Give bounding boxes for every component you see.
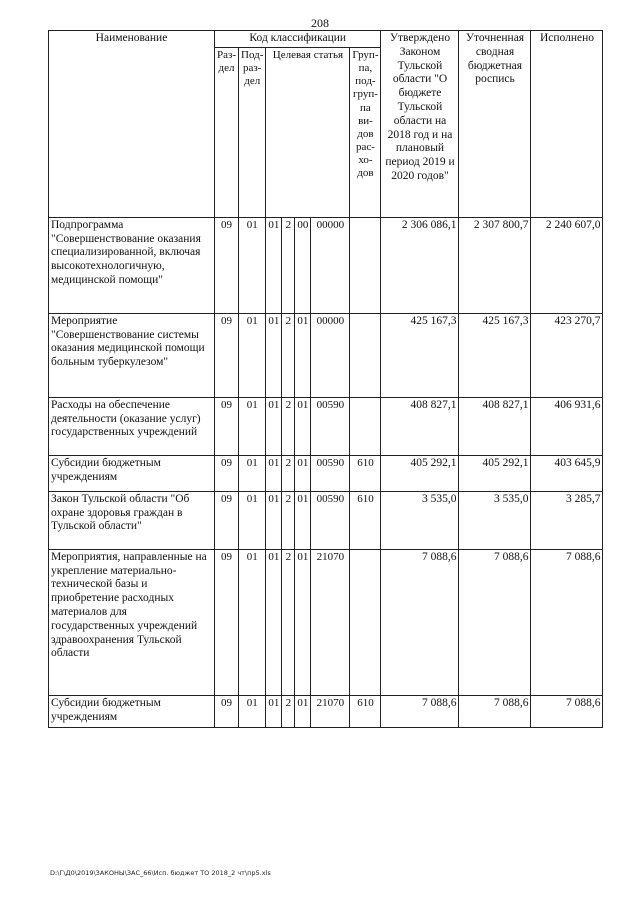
row-name: Субсидии бюджетным учреждениям xyxy=(49,455,215,491)
row-razdel: 09 xyxy=(215,695,239,727)
table-row xyxy=(49,313,603,397)
row-podrazdel: 01 xyxy=(239,217,266,313)
row-razdel: 09 xyxy=(215,455,239,491)
header-code-group: Код классификации xyxy=(215,31,381,48)
row-razdel: 09 xyxy=(215,397,239,455)
row-target-3: 01 xyxy=(295,313,311,397)
row-approved: 425 167,3 xyxy=(381,313,459,397)
table-row xyxy=(49,217,603,313)
row-target-2: 2 xyxy=(282,491,295,549)
row-razdel: 09 xyxy=(215,549,239,695)
row-approved: 7 088,6 xyxy=(381,549,459,695)
row-target-1: 01 xyxy=(266,549,282,695)
table-row xyxy=(49,695,603,727)
row-podrazdel: 01 xyxy=(239,455,266,491)
row-target-3: 00 xyxy=(295,217,311,313)
row-target-1: 01 xyxy=(266,491,282,549)
row-refined: 2 307 800,7 xyxy=(459,217,531,313)
row-target-3: 01 xyxy=(295,491,311,549)
row-target-1: 01 xyxy=(266,313,282,397)
row-executed: 3 285,7 xyxy=(531,491,603,549)
row-razdel: 09 xyxy=(215,217,239,313)
row-executed: 406 931,6 xyxy=(531,397,603,455)
row-executed: 423 270,7 xyxy=(531,313,603,397)
row-target-4: 00590 xyxy=(311,397,350,455)
row-target-3: 01 xyxy=(295,397,311,455)
table-row xyxy=(49,397,603,455)
row-target-4: 00000 xyxy=(311,313,350,397)
row-group xyxy=(350,397,381,455)
row-group xyxy=(350,549,381,695)
row-refined: 425 167,3 xyxy=(459,313,531,397)
header-target: Целевая статья xyxy=(266,47,350,217)
row-target-3: 01 xyxy=(295,695,311,727)
row-group xyxy=(350,217,381,313)
row-target-2: 2 xyxy=(282,549,295,695)
row-target-4: 21070 xyxy=(311,695,350,727)
row-refined: 7 088,6 xyxy=(459,549,531,695)
row-target-2: 2 xyxy=(282,695,295,727)
row-name: Закон Тульской области "Об охране здоровья граждан в Тульской области" xyxy=(49,491,215,549)
row-approved: 405 292,1 xyxy=(381,455,459,491)
row-target-2: 2 xyxy=(282,217,295,313)
row-podrazdel: 01 xyxy=(239,491,266,549)
row-approved: 2 306 086,1 xyxy=(381,217,459,313)
page-number: 208 xyxy=(311,16,329,30)
row-target-1: 01 xyxy=(266,217,282,313)
row-name: Мероприятие "Совершенствование системы оказания медицинской помощи больным туберкулезом" xyxy=(49,313,215,397)
row-name: Подпрограмма "Совершенствование оказания специализированной, включая высокотехнологичную, медицинской помощи" xyxy=(49,217,215,313)
row-approved: 7 088,6 xyxy=(381,695,459,727)
row-approved: 408 827,1 xyxy=(381,397,459,455)
row-podrazdel: 01 xyxy=(239,695,266,727)
header-executed: Исполнено xyxy=(531,31,603,218)
row-target-1: 01 xyxy=(266,695,282,727)
row-target-2: 2 xyxy=(282,313,295,397)
row-target-1: 01 xyxy=(266,455,282,491)
row-target-4: 21070 xyxy=(311,549,350,695)
row-target-2: 2 xyxy=(282,397,295,455)
row-target-4: 00590 xyxy=(311,491,350,549)
row-podrazdel: 01 xyxy=(239,397,266,455)
header-name: Наименование xyxy=(49,31,215,218)
row-approved: 3 535,0 xyxy=(381,491,459,549)
row-razdel: 09 xyxy=(215,491,239,549)
row-refined: 408 827,1 xyxy=(459,397,531,455)
row-refined: 405 292,1 xyxy=(459,455,531,491)
table-row xyxy=(49,491,603,549)
row-group: 610 xyxy=(350,491,381,549)
row-name: Расходы на обеспечение деятельности (оказание услуг) государственных учреждений xyxy=(49,397,215,455)
row-razdel: 09 xyxy=(215,313,239,397)
header-approved: Утверждено Законом Тульской области "О бюджете Тульской области на 2018 год и на плановый период 2019 и 2020 годов" xyxy=(381,31,459,218)
row-group xyxy=(350,313,381,397)
row-name: Мероприятия, направленные на укрепление материально-технической базы и приобретение расходных материалов для государственных учреждений здравоохранения Тульской области xyxy=(49,549,215,695)
row-target-1: 01 xyxy=(266,397,282,455)
row-group: 610 xyxy=(350,695,381,727)
row-refined: 7 088,6 xyxy=(459,695,531,727)
row-target-2: 2 xyxy=(282,455,295,491)
row-target-4: 00000 xyxy=(311,217,350,313)
header-razdel: Раз-дел xyxy=(215,47,239,217)
row-executed: 7 088,6 xyxy=(531,549,603,695)
row-name: Субсидии бюджетным учреждениям xyxy=(49,695,215,727)
row-executed: 7 088,6 xyxy=(531,695,603,727)
header-podrazdel: Под-раз-дел xyxy=(239,47,266,217)
row-refined: 3 535,0 xyxy=(459,491,531,549)
table-row xyxy=(49,549,603,695)
row-target-3: 01 xyxy=(295,455,311,491)
row-podrazdel: 01 xyxy=(239,549,266,695)
budget-table xyxy=(48,30,603,728)
header-group: Груп-па, под-груп-па ви-дов рас-хо-дов xyxy=(350,47,381,217)
row-executed: 403 645,9 xyxy=(531,455,603,491)
header-refined: Уточненная сводная бюджетная роспись xyxy=(459,31,531,218)
row-podrazdel: 01 xyxy=(239,313,266,397)
row-target-4: 00590 xyxy=(311,455,350,491)
table-row xyxy=(49,455,603,491)
file-path-footer: D:\Г\Д0\2019\ЗАКОНЫ\ЗАС_66\Исп. бюджет ТО 2018_2 чт\пр5.xls xyxy=(50,869,271,877)
row-group: 610 xyxy=(350,455,381,491)
row-target-3: 01 xyxy=(295,549,311,695)
row-executed: 2 240 607,0 xyxy=(531,217,603,313)
